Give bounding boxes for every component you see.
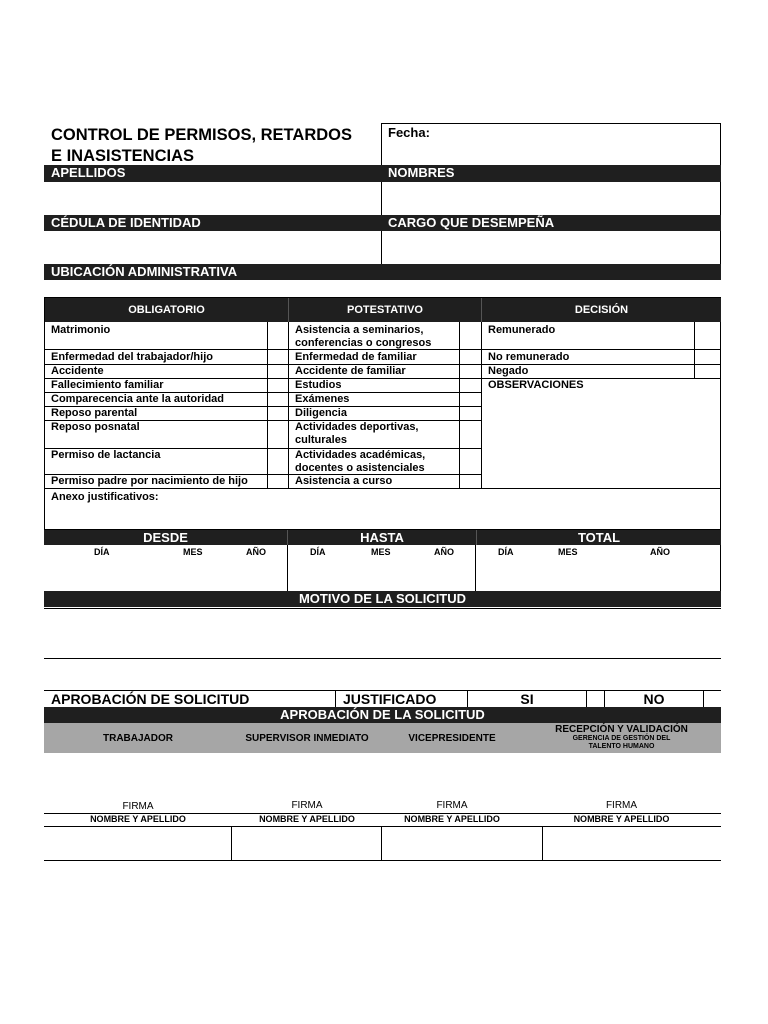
motivo-header: MOTIVO DE LA SOLICITUD	[44, 591, 721, 607]
nombre-recepcion: NOMBRE Y APELLIDO	[573, 814, 670, 824]
potestativo-item: Actividades deportivas, culturales	[295, 421, 419, 446]
nombre-vicepresidente: NOMBRE Y APELLIDO	[404, 814, 500, 824]
obligatorio-checkbox[interactable]	[268, 323, 288, 349]
cedula-input[interactable]	[44, 231, 381, 264]
decision-item: Remunerado	[488, 324, 556, 336]
apellidos-header	[44, 165, 721, 182]
no-checkbox[interactable]	[704, 691, 721, 708]
potestativo-item: Actividades académicas, docentes o asistenciales	[295, 449, 426, 474]
decision-item: No remunerado	[488, 351, 570, 363]
observaciones-input[interactable]	[482, 392, 721, 488]
hasta-dia: DÍA	[310, 547, 326, 557]
si-label: SI	[520, 691, 534, 707]
cedula-header	[44, 215, 721, 231]
hasta-mes: MES	[371, 547, 391, 557]
observaciones-label: OBSERVACIONES	[488, 379, 584, 391]
nombres-label: NOMBRES	[388, 165, 455, 180]
hasta-header: HASTA	[287, 530, 476, 545]
anexo-label: Anexo justificativos:	[51, 491, 159, 503]
supervisor-label: SUPERVISOR INMEDIATO	[245, 733, 369, 744]
firma-vicepresidente: FIRMA	[436, 800, 468, 811]
obligatorio-item: Matrimonio	[51, 324, 111, 336]
total-dia: DÍA	[498, 547, 514, 557]
motivo-input[interactable]	[44, 609, 721, 658]
cargo-label: CARGO QUE DESEMPEÑA	[388, 215, 555, 230]
potestativo-item: Exámenes	[295, 393, 350, 405]
total-header: TOTAL	[476, 530, 721, 545]
firma-trabajador: FIRMA	[122, 801, 154, 812]
desde-input[interactable]	[44, 558, 287, 591]
anexo-input[interactable]	[45, 504, 721, 530]
ubicacion-label: UBICACIÓN ADMINISTRATIVA	[51, 264, 238, 279]
decision-item: Negado	[488, 365, 529, 377]
cedula-label: CÉDULA DE IDENTIDAD	[51, 215, 201, 230]
obligatorio-item: Reposo parental	[51, 407, 138, 419]
total-mes: MES	[558, 547, 578, 557]
col-obligatorio-header: OBLIGATORIO	[45, 298, 288, 322]
vicepresidente-label: VICEPRESIDENTE	[408, 733, 496, 744]
obligatorio-item: Enfermedad del trabajador/hijo	[51, 351, 213, 363]
col-potestativo-header: POTESTATIVO	[288, 298, 481, 322]
signature-area[interactable]	[44, 753, 721, 800]
permission-table	[44, 297, 721, 530]
gerencia-line1: GERENCIA DE GESTIÓN DEL	[572, 735, 671, 742]
potestativo-item: Estudios	[295, 379, 342, 391]
obligatorio-item: Reposo posnatal	[51, 421, 140, 433]
cargo-input[interactable]	[381, 231, 721, 264]
potestativo-item: Enfermedad de familiar	[295, 351, 417, 363]
hasta-input[interactable]	[288, 558, 475, 591]
form-title	[51, 125, 381, 167]
desde-mes: MES	[183, 547, 203, 557]
apellidos-label: APELLIDOS	[51, 165, 126, 180]
aprobacion-label: APROBACIÓN DE SOLICITUD	[51, 691, 250, 707]
total-input[interactable]	[476, 558, 720, 591]
col-decision-header: DECISIÓN	[481, 298, 721, 322]
gerencia-line2: TALENTO HUMANO	[588, 743, 655, 750]
form-title-line2: E INASISTENCIAS	[51, 147, 195, 165]
potestativo-item: Asistencia a seminarios, conferencias o congresos	[295, 324, 432, 349]
firma-supervisor: FIRMA	[291, 800, 323, 811]
nombre-trabajador: NOMBRE Y APELLIDO	[90, 814, 186, 824]
fecha-field[interactable]	[381, 123, 721, 166]
nombre-recepcion-input[interactable]	[543, 827, 721, 860]
nombre-supervisor-input[interactable]	[232, 827, 381, 860]
apellidos-input[interactable]	[44, 182, 381, 215]
nombres-input[interactable]	[381, 182, 721, 215]
no-label: NO	[643, 691, 665, 707]
aprobacion-section-header: APROBACIÓN DE LA SOLICITUD	[44, 707, 721, 723]
potestativo-item: Asistencia a curso	[295, 475, 393, 487]
firma-recepcion: FIRMA	[605, 800, 638, 811]
signers-header	[44, 723, 721, 753]
total-ano: AÑO	[650, 547, 670, 557]
obligatorio-item: Accidente	[51, 365, 104, 377]
obligatorio-item: Fallecimiento familiar	[51, 379, 164, 391]
obligatorio-item: Comparecencia ante la autoridad	[51, 393, 224, 405]
form-title-line1: CONTROL DE PERMISOS, RETARDOS	[51, 126, 352, 144]
aprobacion-row	[44, 690, 721, 707]
potestativo-item: Accidente de familiar	[295, 365, 406, 377]
desde-dia: DÍA	[94, 547, 110, 557]
desde-ano: AÑO	[246, 547, 266, 557]
obligatorio-item: Permiso de lactancia	[51, 449, 161, 461]
fecha-label: Fecha:	[388, 125, 430, 140]
recepcion-label: RECEPCIÓN Y VALIDACIÓN	[555, 724, 688, 735]
hasta-ano: AÑO	[434, 547, 454, 557]
ubicacion-header	[44, 264, 721, 280]
nombre-trabajador-input[interactable]	[44, 827, 231, 860]
desde-header: DESDE	[44, 530, 287, 545]
justificado-label: JUSTIFICADO	[343, 691, 437, 707]
obligatorio-item: Permiso padre por nacimiento de hijo	[51, 475, 248, 487]
si-checkbox[interactable]	[587, 691, 604, 708]
obligatorio-checkbox[interactable]	[268, 350, 288, 364]
nombre-supervisor: NOMBRE Y APELLIDO	[259, 814, 355, 824]
nombre-vicepresidente-input[interactable]	[382, 827, 542, 860]
potestativo-item: Diligencia	[295, 407, 347, 419]
trabajador-label: TRABAJADOR	[103, 733, 173, 744]
